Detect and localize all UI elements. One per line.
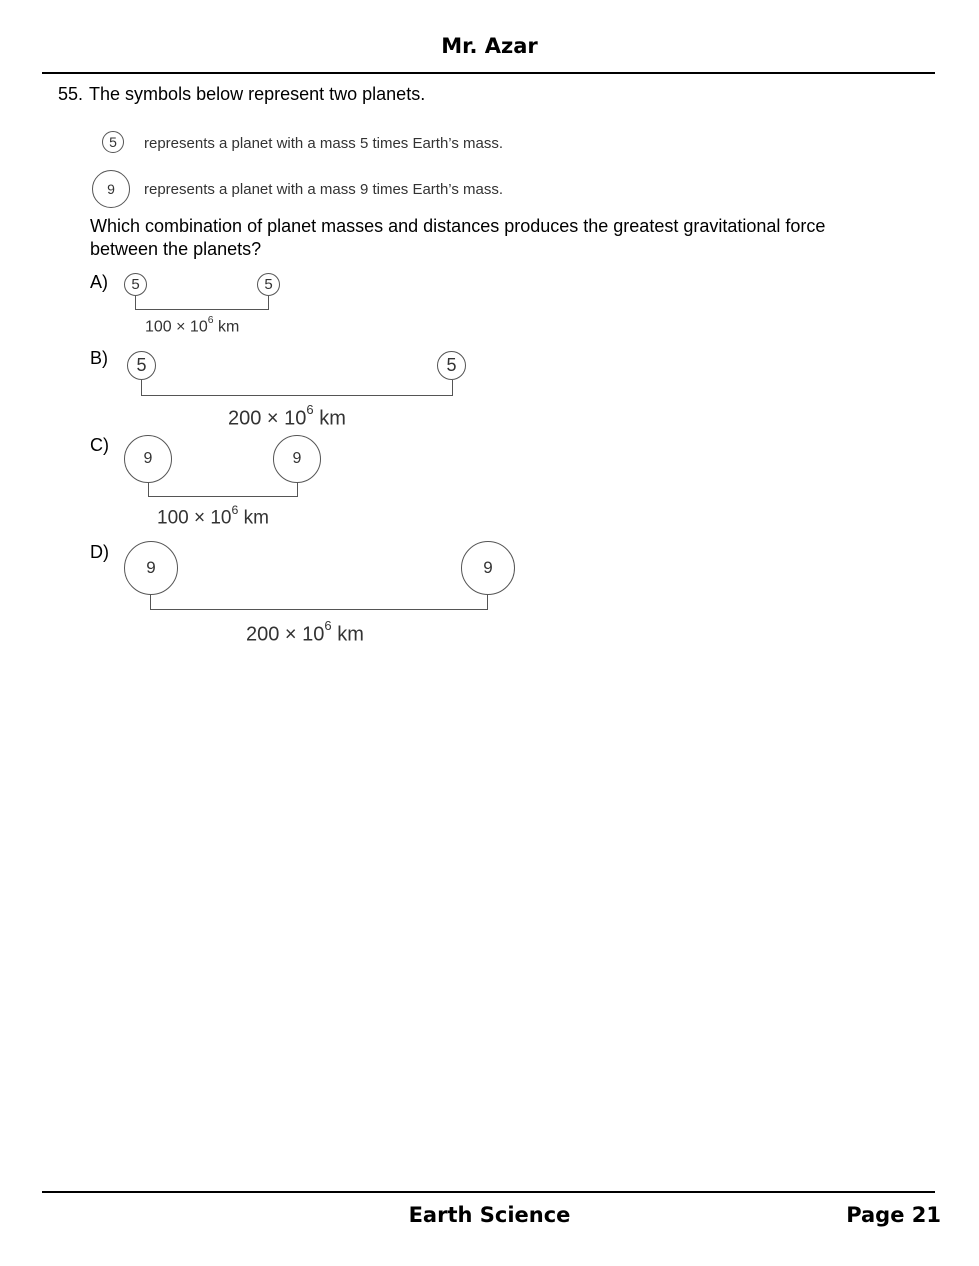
- choice-a-left-planet: 5: [124, 273, 147, 296]
- choice-d-distance-bracket: [150, 593, 488, 610]
- choice-b-distance-bracket: [141, 380, 453, 396]
- choice-b-label[interactable]: B): [90, 348, 108, 368]
- choice-c-right-planet: 9: [273, 435, 321, 483]
- planet-symbol-9: 9: [92, 170, 130, 208]
- question-stem-text: The symbols below represent two planets.: [89, 84, 426, 104]
- header-divider: [42, 72, 935, 74]
- question-stem: [58, 84, 425, 105]
- question-prompt: Which combination of planet masses and distances produces the greatest gravitational force between the planets?: [90, 216, 826, 259]
- choice-d-left-planet: 9: [124, 541, 178, 595]
- question-number: 55.: [58, 84, 84, 104]
- choice-a-distance-label: $100 \times 10^6$ km: [145, 314, 240, 336]
- choice-d-right-planet: 9: [461, 541, 515, 595]
- page-header-title: Mr. Azar: [441, 34, 538, 58]
- footer-divider: [42, 1191, 935, 1193]
- legend-text-mass-5: represents a planet with a mass 5 times Earth’s mass.: [144, 134, 504, 152]
- choice-b-right-planet: 5: [437, 351, 466, 380]
- footer-subject: Earth Science: [408, 1203, 571, 1227]
- choice-c-distance-bracket: [148, 482, 298, 497]
- choice-c-distance-label: $100 \times 10^6$ km: [157, 502, 269, 529]
- choice-c-left-planet: 9: [124, 435, 172, 483]
- choice-c-label[interactable]: C): [90, 435, 109, 455]
- choice-a-right-planet: 5: [257, 273, 280, 296]
- legend-text-mass-9: represents a planet with a mass 9 times Earth’s mass.: [144, 180, 504, 198]
- choice-a-label[interactable]: A): [90, 272, 108, 292]
- choice-b-distance-label: $200 \times 10^6$ km: [228, 402, 346, 430]
- choice-a-distance-bracket: [135, 296, 269, 310]
- choice-d-distance-label: $200 \times 10^6$ km: [246, 618, 364, 646]
- choice-d-label[interactable]: D): [90, 542, 109, 562]
- choice-b-left-planet: 5: [127, 351, 156, 380]
- planet-symbol-5: 5: [102, 131, 124, 153]
- footer-page-number: Page 21: [846, 1203, 941, 1227]
